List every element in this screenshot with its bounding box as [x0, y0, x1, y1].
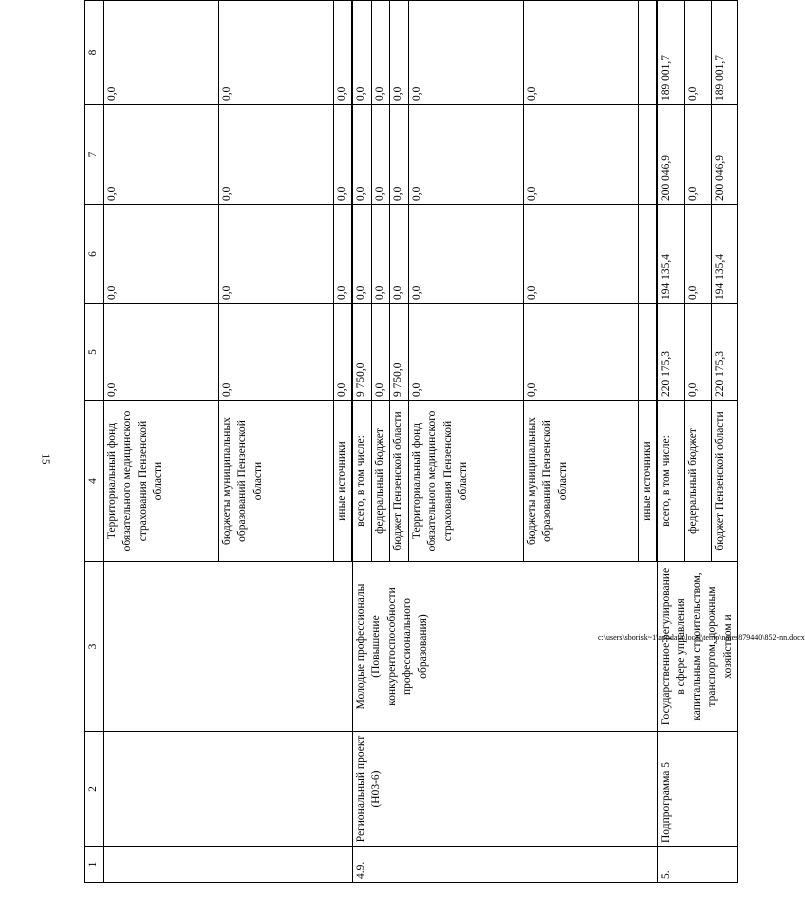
header-cell: 8 — [85, 1, 104, 105]
source-cell: всего, в том числе: — [352, 401, 371, 562]
header-cell: 3 — [85, 562, 104, 732]
value-cell: 0,0 — [218, 205, 333, 304]
value-cell: 200 046,9 — [711, 105, 738, 205]
header-cell: 6 — [85, 205, 104, 304]
funding-table — [84, 0, 738, 883]
number-cell — [103, 847, 352, 883]
value-cell: 0,0 — [684, 205, 711, 304]
value-cell: 0,0 — [333, 1, 352, 105]
value-cell: 9 750,0 — [390, 304, 409, 401]
value-cell: 220 175,3 — [711, 304, 738, 401]
value-cell: 0,0 — [103, 304, 218, 401]
value-cell: 0,0 — [103, 1, 218, 105]
value-cell — [638, 1, 657, 105]
source-cell: иные источники — [333, 401, 352, 562]
value-cell: 0,0 — [408, 1, 523, 105]
name-cell: Региональный проект (Н03-6) — [352, 732, 657, 847]
table-row — [657, 1, 684, 883]
name-cell — [103, 732, 352, 847]
value-cell — [638, 105, 657, 205]
value-cell: 9 750,0 — [352, 304, 371, 401]
header-row — [85, 1, 104, 883]
description-cell: Молодые профессионалы (Повышение конкурентоспособности профессионального образования) — [352, 562, 657, 732]
value-cell: 0,0 — [218, 1, 333, 105]
value-cell: 194 135,4 — [711, 205, 738, 304]
name-cell: Подпрограмма 5 — [657, 732, 738, 847]
value-cell: 0,0 — [684, 304, 711, 401]
value-cell: 0,0 — [371, 205, 390, 304]
source-cell: всего, в том числе: — [657, 401, 684, 562]
source-cell: Территориальный фонд обязательного медицинского страхования Пензенской области — [408, 401, 523, 562]
number-cell: 4.9. — [352, 847, 657, 883]
source-cell: бюджеты муниципальных образований Пензенской области — [523, 401, 638, 562]
header-cell: 2 — [85, 732, 104, 847]
page-number: 15 — [39, 453, 52, 465]
value-cell: 0,0 — [352, 1, 371, 105]
value-cell: 0,0 — [103, 205, 218, 304]
value-cell: 0,0 — [523, 1, 638, 105]
description-cell: Государственное регулирование в сфере управления капитальным строительством, транспортом, дорожным хозяйством и — [657, 562, 738, 732]
value-cell: 189 001,7 — [657, 1, 684, 105]
source-cell: федеральный бюджет — [371, 401, 390, 562]
value-cell: 0,0 — [352, 205, 371, 304]
value-cell: 0,0 — [371, 304, 390, 401]
source-cell: бюджет Пензенской области — [711, 401, 738, 562]
description-cell — [103, 562, 352, 732]
value-cell: 0,0 — [408, 205, 523, 304]
value-cell: 0,0 — [390, 205, 409, 304]
header-cell: 5 — [85, 304, 104, 401]
value-cell: 200 046,9 — [657, 105, 684, 205]
value-cell — [638, 304, 657, 401]
value-cell: 0,0 — [390, 105, 409, 205]
value-cell: 0,0 — [333, 304, 352, 401]
value-cell: 0,0 — [333, 105, 352, 205]
header-cell: 7 — [85, 105, 104, 205]
source-cell: федеральный бюджет — [684, 401, 711, 562]
value-cell: 0,0 — [408, 304, 523, 401]
source-cell: иные источники — [638, 401, 657, 562]
table-row — [352, 1, 371, 883]
value-cell: 0,0 — [684, 105, 711, 205]
source-cell: Территориальный фонд обязательного медицинского страхования Пензенской области — [103, 401, 218, 562]
value-cell: 0,0 — [390, 1, 409, 105]
value-cell: 194 135,4 — [657, 205, 684, 304]
value-cell: 0,0 — [218, 304, 333, 401]
value-cell: 0,0 — [218, 105, 333, 205]
value-cell: 0,0 — [371, 1, 390, 105]
value-cell: 220 175,3 — [657, 304, 684, 401]
value-cell: 189 001,7 — [711, 1, 738, 105]
value-cell: 0,0 — [408, 105, 523, 205]
value-cell: 0,0 — [523, 205, 638, 304]
value-cell — [638, 205, 657, 304]
table-row — [103, 1, 218, 883]
header-cell: 1 — [85, 847, 104, 883]
source-cell: бюджеты муниципальных образований Пензенской области — [218, 401, 333, 562]
value-cell: 0,0 — [333, 205, 352, 304]
value-cell: 0,0 — [371, 105, 390, 205]
header-cell: 4 — [85, 401, 104, 562]
value-cell: 0,0 — [523, 105, 638, 205]
value-cell: 0,0 — [103, 105, 218, 205]
value-cell: 0,0 — [352, 105, 371, 205]
file-path-footer: c:\users\sborisk~1\appdata\local\temp\notes879440\852-nn.docx — [598, 633, 805, 642]
number-cell: 5. — [657, 847, 738, 883]
value-cell: 0,0 — [523, 304, 638, 401]
source-cell: бюджет Пензенской области — [390, 401, 409, 562]
value-cell: 0,0 — [684, 1, 711, 105]
